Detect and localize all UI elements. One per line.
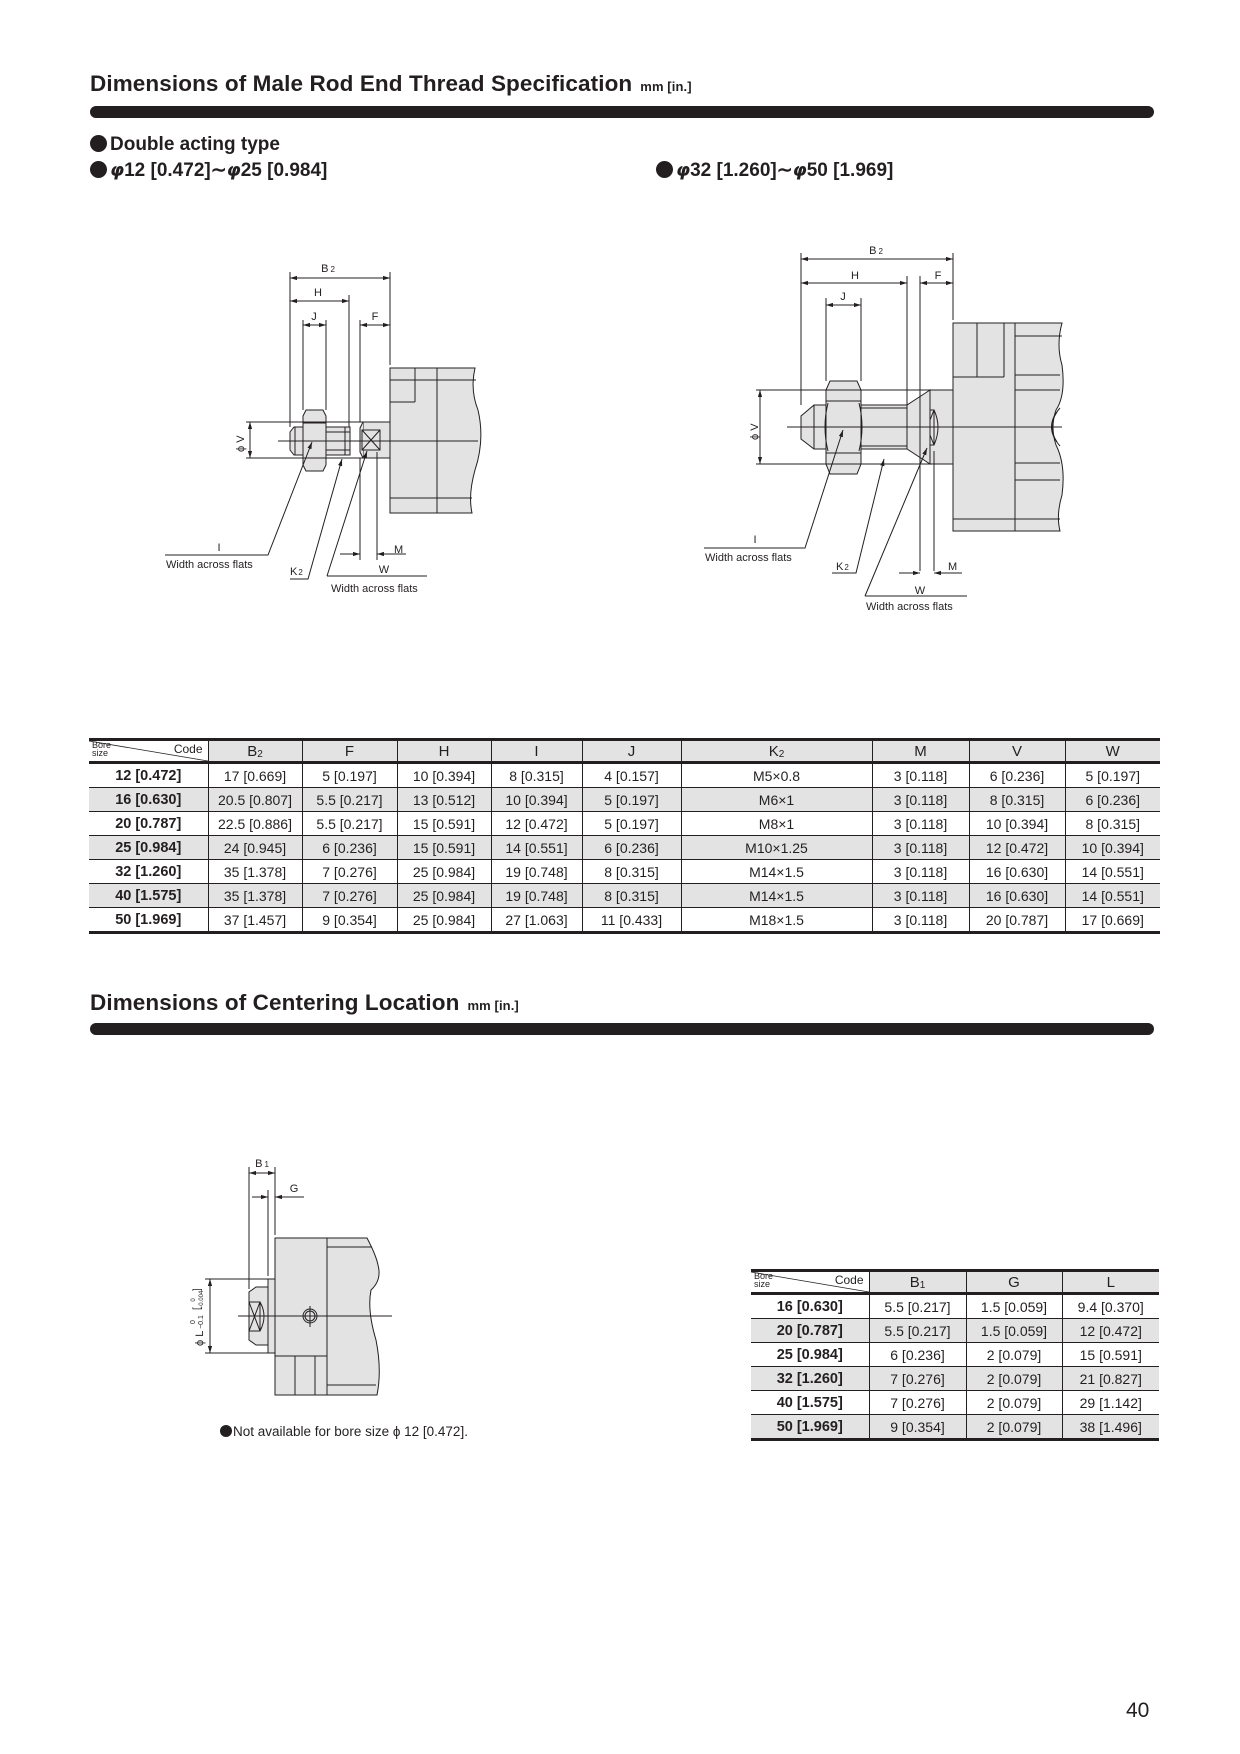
unit-label: mm [in.] xyxy=(640,79,692,94)
svg-text:[: [ xyxy=(192,1307,203,1310)
column-header: V xyxy=(969,740,1065,763)
svg-text:ϕ L: ϕ L xyxy=(194,1330,206,1346)
table-cell: 15 [0.591] xyxy=(397,812,491,836)
table-cell: 14 [0.551] xyxy=(491,836,582,860)
table-cell: 9 [0.354] xyxy=(869,1415,966,1440)
dim-label-j: J xyxy=(840,291,846,303)
dim-label-v: ϕ V xyxy=(749,423,761,440)
column-header: L xyxy=(1062,1271,1159,1294)
dim-label-f: F xyxy=(934,270,942,282)
bore-size-cell: 25 [0.984] xyxy=(89,836,208,860)
bore-size-cell: 20 [0.787] xyxy=(751,1319,869,1343)
table-row xyxy=(89,836,1160,860)
range-to: 25 [0.984] xyxy=(240,160,328,181)
dim-label-j: J xyxy=(311,311,317,323)
table-cell: 2 [0.079] xyxy=(966,1367,1062,1391)
section-title-centering-location xyxy=(90,990,519,1016)
centering-location-dimensions-table xyxy=(751,1269,1159,1441)
table-cell: 5 [0.197] xyxy=(582,788,681,812)
column-header: $B_2$ xyxy=(208,740,302,763)
table-cell: 5.5 [0.217] xyxy=(302,812,397,836)
table-row xyxy=(751,1415,1159,1440)
dim-label-b2: B 2 xyxy=(321,263,335,275)
svg-text:0: 0 xyxy=(191,1298,197,1302)
table-cell: 22.5 [0.886] xyxy=(208,812,302,836)
waf-label-2: Width across flats xyxy=(331,583,418,595)
table-cell: 35 [1.378] xyxy=(208,860,302,884)
table-cell: 3 [0.118] xyxy=(872,908,969,933)
table-header-row xyxy=(89,740,1160,763)
range-from: 12 [0.472] xyxy=(124,160,211,181)
waf-label-2: Width across flats xyxy=(866,601,953,613)
table-cell: M8×1 xyxy=(681,812,872,836)
table-cell: M5×0.8 xyxy=(681,763,872,788)
diameter-symbol: φ xyxy=(226,160,241,181)
dim-label-i: I xyxy=(217,542,221,554)
dim-label-f: F xyxy=(371,311,379,323)
table-cell: 25 [0.984] xyxy=(397,860,491,884)
table-cell: 6 [0.236] xyxy=(302,836,397,860)
table-cell: 25 [0.984] xyxy=(397,884,491,908)
diameter-symbol: φ xyxy=(792,160,807,181)
table-row xyxy=(89,763,1160,788)
dim-label-m: M xyxy=(394,544,404,556)
svg-text:]: ] xyxy=(192,1288,203,1291)
table-row xyxy=(89,860,1160,884)
table-row xyxy=(751,1367,1159,1391)
section-title-text: Dimensions of Centering Location xyxy=(90,990,460,1015)
table-cell: 8 [0.315] xyxy=(582,884,681,908)
range-from: 32 [1.260] xyxy=(690,160,777,181)
table-cell: 2 [0.079] xyxy=(966,1343,1062,1367)
bore-size-cell: 12 [0.472] xyxy=(89,763,208,788)
table-cell: 21 [0.827] xyxy=(1062,1367,1159,1391)
table-cell: 7 [0.276] xyxy=(869,1391,966,1415)
note-text: Not available for bore size ϕ 12 [0.472]. xyxy=(233,1424,468,1439)
table-cell: 9.4 [0.370] xyxy=(1062,1294,1159,1319)
table-cell: 6 [0.236] xyxy=(1065,788,1160,812)
waf-label-1: Width across flats xyxy=(705,552,792,564)
table-cell: 3 [0.118] xyxy=(872,788,969,812)
table-cell: 3 [0.118] xyxy=(872,836,969,860)
table-cell: 10 [0.394] xyxy=(969,812,1065,836)
table-row xyxy=(751,1319,1159,1343)
table-cell: 12 [0.472] xyxy=(491,812,582,836)
table-cell: 2 [0.079] xyxy=(966,1391,1062,1415)
table-cell: 29 [1.142] xyxy=(1062,1391,1159,1415)
dim-label-k2: K2 xyxy=(290,566,303,578)
column-header: I xyxy=(491,740,582,763)
table-cell: 2 [0.079] xyxy=(966,1415,1062,1440)
table-cell: 4 [0.157] xyxy=(582,763,681,788)
section-rule xyxy=(90,1023,1154,1035)
availability-note xyxy=(220,1424,468,1439)
bore-size-cell: 25 [0.984] xyxy=(751,1343,869,1367)
table-cell: 24 [0.945] xyxy=(208,836,302,860)
table-cell: M6×1 xyxy=(681,788,872,812)
table-cell: 17 [0.669] xyxy=(1065,908,1160,933)
corner-bore-label: Bore size xyxy=(754,1271,774,1289)
table-cell: 6 [0.236] xyxy=(969,763,1065,788)
table-row xyxy=(89,908,1160,933)
table-cell: 12 [0.472] xyxy=(969,836,1065,860)
dim-label-b1: B 1 xyxy=(255,1158,269,1170)
table-cell: 5 [0.197] xyxy=(1065,763,1160,788)
diagram-centering-location xyxy=(0,1100,520,1420)
page-number: 40 xyxy=(1126,1699,1150,1722)
table-cell: 20.5 [0.807] xyxy=(208,788,302,812)
bore-size-cell: 16 [0.630] xyxy=(751,1294,869,1319)
table-cell: 9 [0.354] xyxy=(302,908,397,933)
table-row xyxy=(89,884,1160,908)
table-cell: 19 [0.748] xyxy=(491,884,582,908)
table-cell: 8 [0.315] xyxy=(582,860,681,884)
table-cell: 1.5 [0.059] xyxy=(966,1294,1062,1319)
table-cell: 3 [0.118] xyxy=(872,812,969,836)
svg-text:−0.004: −0.004 xyxy=(199,1290,205,1310)
table-row xyxy=(89,788,1160,812)
table-cell: 20 [0.787] xyxy=(969,908,1065,933)
table-cell: 8 [0.315] xyxy=(1065,812,1160,836)
waf-label-1: Width across flats xyxy=(166,559,253,571)
table-row xyxy=(751,1294,1159,1319)
bore-size-cell: 40 [1.575] xyxy=(89,884,208,908)
diameter-symbol: φ xyxy=(676,160,691,181)
dim-label-i: I xyxy=(753,534,757,546)
table-cell: 8 [0.315] xyxy=(491,763,582,788)
table-cell: 6 [0.236] xyxy=(869,1343,966,1367)
table-cell: 5 [0.197] xyxy=(582,812,681,836)
dim-label-g: G xyxy=(289,1183,299,1195)
corner-header xyxy=(751,1271,869,1294)
table-cell: 38 [1.496] xyxy=(1062,1415,1159,1440)
table-cell: 3 [0.118] xyxy=(872,763,969,788)
table-cell: M18×1.5 xyxy=(681,908,872,933)
dim-label-m: M xyxy=(948,561,958,573)
column-header: $B_1$ xyxy=(869,1271,966,1294)
table-cell: 1.5 [0.059] xyxy=(966,1319,1062,1343)
bullet-icon xyxy=(220,1425,232,1437)
bore-size-cell: 16 [0.630] xyxy=(89,788,208,812)
dim-label-w: W xyxy=(378,564,390,576)
diagram-large-bore-rod-end xyxy=(0,0,1240,700)
section-title-text: Dimensions of Male Rod End Thread Specification xyxy=(90,71,633,96)
table-cell: 25 [0.984] xyxy=(397,908,491,933)
table-cell: 37 [1.457] xyxy=(208,908,302,933)
table-cell: 11 [0.433] xyxy=(582,908,681,933)
svg-text:0: 0 xyxy=(190,1320,197,1324)
table-cell: 5.5 [0.217] xyxy=(869,1319,966,1343)
column-header: W xyxy=(1065,740,1160,763)
table-cell: 3 [0.118] xyxy=(872,860,969,884)
table-cell: 7 [0.276] xyxy=(302,884,397,908)
table-cell: 8 [0.315] xyxy=(969,788,1065,812)
table-cell: 5.5 [0.217] xyxy=(302,788,397,812)
dim-label-w: W xyxy=(914,585,926,597)
table-cell: 15 [0.591] xyxy=(397,836,491,860)
column-header: G xyxy=(966,1271,1062,1294)
dim-label-v: ϕ V xyxy=(235,435,247,452)
table-cell: 7 [0.276] xyxy=(869,1367,966,1391)
table-row xyxy=(751,1391,1159,1415)
corner-bore-label: Bore size xyxy=(92,740,112,758)
bore-size-cell: 40 [1.575] xyxy=(751,1391,869,1415)
bore-size-cell: 20 [0.787] xyxy=(89,812,208,836)
svg-text:−0.1: −0.1 xyxy=(198,1315,205,1329)
table-cell: M14×1.5 xyxy=(681,860,872,884)
table-cell: 5 [0.197] xyxy=(302,763,397,788)
column-header: H xyxy=(397,740,491,763)
column-header: M xyxy=(872,740,969,763)
table-cell: 10 [0.394] xyxy=(397,763,491,788)
bore-size-cell: 50 [1.969] xyxy=(89,908,208,933)
table-cell: 12 [0.472] xyxy=(1062,1319,1159,1343)
male-rod-end-dimensions-table xyxy=(89,738,1160,934)
table-cell: 10 [0.394] xyxy=(491,788,582,812)
table-cell: 10 [0.394] xyxy=(1065,836,1160,860)
dim-label-b2: B 2 xyxy=(869,245,883,257)
table-cell: 16 [0.630] xyxy=(969,884,1065,908)
corner-code-label: Code xyxy=(173,742,203,756)
column-header: F xyxy=(302,740,397,763)
column-header: J xyxy=(582,740,681,763)
range-tilde: ∼ xyxy=(776,160,793,181)
table-cell: 5.5 [0.217] xyxy=(869,1294,966,1319)
table-cell: 3 [0.118] xyxy=(872,884,969,908)
table-cell: M10×1.25 xyxy=(681,836,872,860)
table-cell: 15 [0.591] xyxy=(1062,1343,1159,1367)
column-header: $K_2$ xyxy=(681,740,872,763)
table-row xyxy=(751,1343,1159,1367)
table-cell: 6 [0.236] xyxy=(582,836,681,860)
table-cell: 35 [1.378] xyxy=(208,884,302,908)
range-tilde: ∼ xyxy=(210,160,227,181)
table-cell: 14 [0.551] xyxy=(1065,860,1160,884)
diameter-symbol: φ xyxy=(110,160,125,181)
unit-label: mm [in.] xyxy=(467,998,519,1013)
subhead-type-text: Double acting type xyxy=(110,134,280,155)
table-header-row xyxy=(751,1271,1159,1294)
dim-label-h: H xyxy=(851,270,859,282)
bore-size-cell: 50 [1.969] xyxy=(751,1415,869,1440)
table-row xyxy=(89,812,1160,836)
table-cell: 14 [0.551] xyxy=(1065,884,1160,908)
bore-size-cell: 32 [1.260] xyxy=(89,860,208,884)
table-cell: 13 [0.512] xyxy=(397,788,491,812)
range-to: 50 [1.969] xyxy=(806,160,894,181)
table-cell: 7 [0.276] xyxy=(302,860,397,884)
table-cell: M14×1.5 xyxy=(681,884,872,908)
bore-size-cell: 32 [1.260] xyxy=(751,1367,869,1391)
table-cell: 19 [0.748] xyxy=(491,860,582,884)
dim-label-k2: K2 xyxy=(836,561,849,573)
dim-label-l-tolerance xyxy=(190,1288,206,1346)
dim-label-h: H xyxy=(314,287,322,299)
corner-code-label: Code xyxy=(834,1273,864,1287)
table-cell: 16 [0.630] xyxy=(969,860,1065,884)
table-cell: 17 [0.669] xyxy=(208,763,302,788)
corner-header xyxy=(89,740,208,763)
table-cell: 27 [1.063] xyxy=(491,908,582,933)
